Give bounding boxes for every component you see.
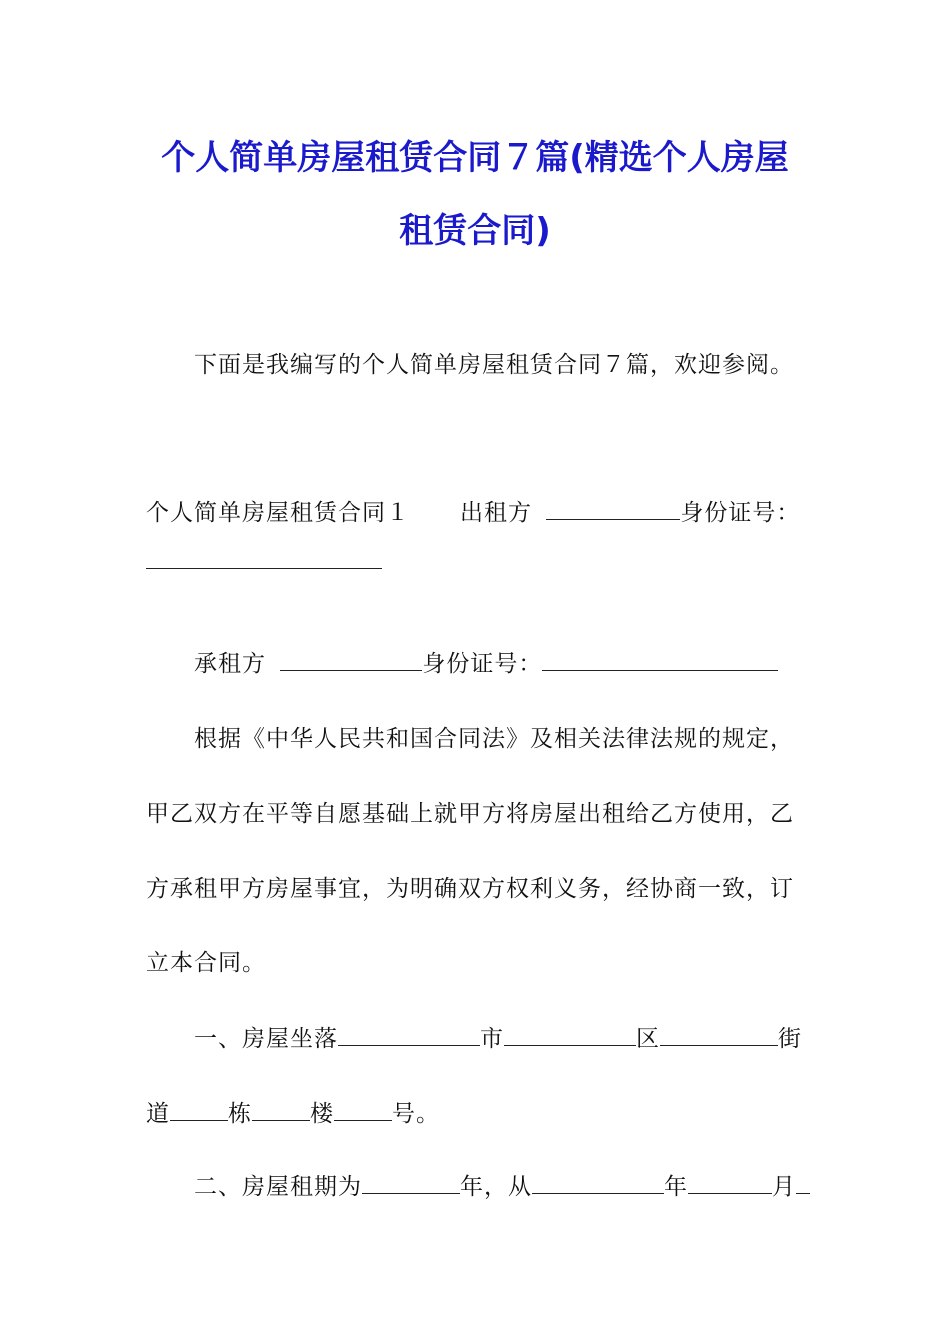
start-month-blank [688, 1192, 772, 1194]
street-blank [660, 1044, 778, 1046]
lessee-id-label: 身份证号： [422, 651, 543, 677]
clause-1-prefix: 一、房屋坐落 [194, 1026, 338, 1052]
preamble-line-1: 根据《中华人民共和国合同法》及相关法律法规的规定， [194, 726, 794, 752]
lessor-label: 出租方 [460, 500, 532, 526]
lessee-id-blank [542, 669, 778, 671]
street-label-part-2: 道 [146, 1101, 170, 1127]
clause-1-row-1 [194, 1020, 802, 1053]
start-month-label: 月 [772, 1174, 796, 1200]
intro-paragraph: 下面是我编写的个人简单房屋租赁合同７篇，欢迎参阅。 [194, 352, 794, 378]
lessor-id-blank [146, 568, 382, 569]
preamble-line-4: 立本合同。 [146, 950, 266, 976]
start-year-label: 年 [664, 1174, 688, 1200]
city-blank [338, 1044, 480, 1046]
number-blank [334, 1119, 392, 1121]
term-years-blank [362, 1192, 460, 1194]
district-blank [504, 1044, 636, 1046]
lessor-name-blank [546, 518, 680, 520]
floor-label: 楼 [310, 1101, 334, 1127]
lessee-label: 承租方 [194, 651, 266, 677]
building-label: 栋 [228, 1101, 252, 1127]
clause-2-row [194, 1168, 810, 1201]
floor-blank [252, 1119, 310, 1121]
preamble-line-2: 甲乙双方在平等自愿基础上就甲方将房屋出租给乙方使用，乙 [146, 801, 794, 827]
lessee-row [194, 645, 778, 678]
term-years-label: 年，从 [460, 1174, 532, 1200]
lessee-name-blank [280, 669, 422, 671]
lessor-id-label: 身份证号： [680, 500, 801, 526]
contract-heading-row [146, 494, 800, 527]
preamble-line-3: 方承租甲方房屋事宜，为明确双方权利义务，经协商一致，订 [146, 876, 794, 902]
clause-1-row-2 [146, 1095, 440, 1128]
building-blank [170, 1119, 228, 1121]
contract-heading: 个人简单房屋租赁合同１ [146, 500, 410, 526]
city-label: 市 [480, 1026, 504, 1052]
document-title-line-2: 租赁合同) [399, 211, 551, 251]
street-label-part-1: 街 [778, 1026, 802, 1052]
number-label: 号。 [392, 1101, 440, 1127]
start-day-blank [796, 1192, 810, 1194]
document-title-line-1: 个人简单房屋租赁合同７篇(精选个人房屋 [161, 138, 789, 178]
district-label: 区 [636, 1026, 660, 1052]
start-year-blank [532, 1192, 664, 1194]
clause-2-prefix: 二、房屋租期为 [194, 1174, 362, 1200]
